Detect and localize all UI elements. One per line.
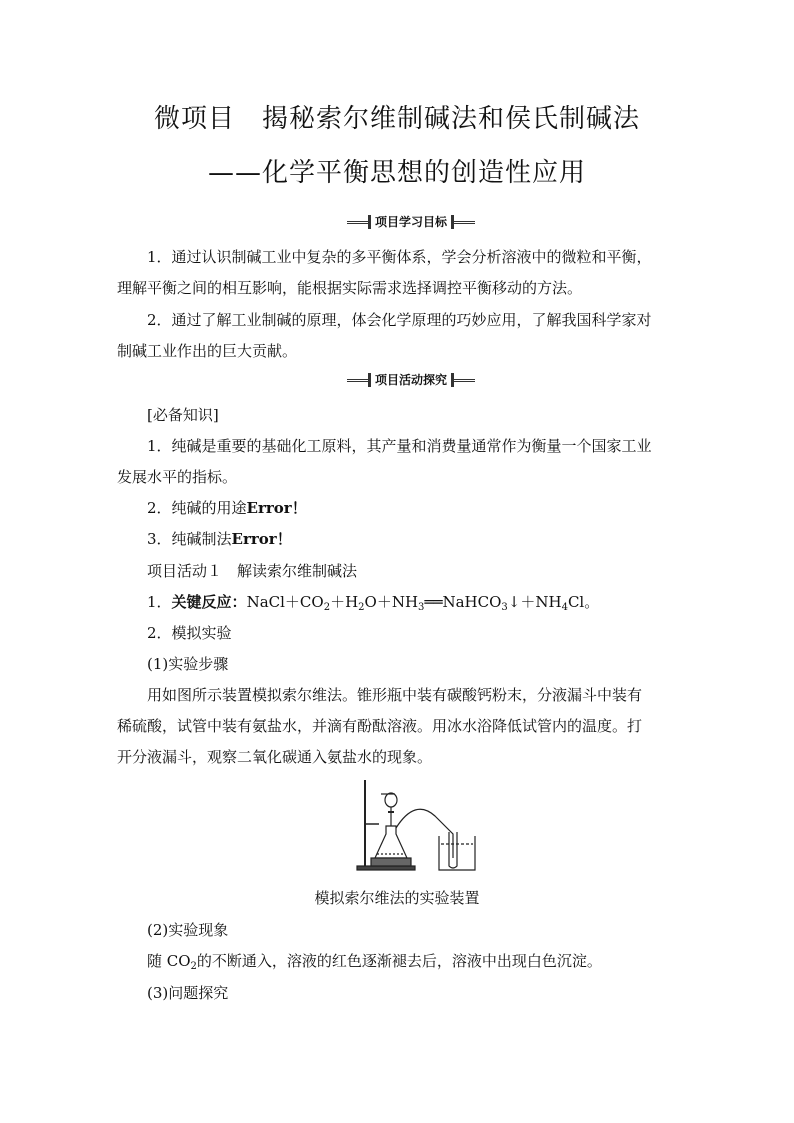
knowledge-3	[147, 529, 717, 549]
section-banner-goals	[347, 215, 475, 229]
reaction-line	[147, 592, 717, 618]
separatory-funnel	[385, 793, 397, 807]
heater-block	[371, 858, 411, 866]
knowledge-heading: [必备知识]	[147, 406, 219, 424]
section-banner-activity	[347, 373, 475, 387]
step-paragraph-line-3: 开分液漏斗，观察二氧化碳通入氨盐水的现象。	[117, 748, 433, 766]
delivery-tube	[396, 809, 453, 858]
title-line-2: ——化学平衡思想的创造性应用	[207, 158, 586, 188]
phenomenon-sub: 2	[190, 961, 197, 972]
knowledge-2-error: Error！	[246, 499, 307, 517]
goal-2-line-2: 制碱工业作出的巨大贡献。	[117, 342, 298, 360]
step-paragraph-line-1: 用如图所示装置模拟索尔维法。锥形瓶中装有碳酸钙粉末，分液漏斗中装有	[147, 686, 643, 704]
knowledge-3-error: Error！	[231, 530, 292, 548]
activity-1-heading: 项目活动１ 解读索尔维制碱法	[147, 562, 358, 580]
reaction-label: 关键反应：	[171, 593, 247, 611]
goal-2-line-1: 2．通过了解工业制碱的原理，体会化学原理的巧妙应用，了解我国科学家对	[147, 311, 652, 329]
phenomenon-heading: (2)实验现象	[147, 921, 229, 939]
phenomenon-text	[147, 951, 717, 977]
apparatus-figure	[355, 778, 485, 878]
step-heading: (1)实验步骤	[147, 655, 229, 673]
banner-label: 项目活动探究	[368, 373, 454, 387]
simulation-heading: 2．模拟实验	[147, 624, 232, 642]
knowledge-3-text: 3．纯碱制法	[147, 530, 232, 548]
phenomenon-post: 的不断通入，溶液的红色逐渐褪去后，溶液中出现白色沉淀。	[196, 952, 602, 970]
knowledge-1-line-1: 1．纯碱是重要的基础化工原料，其产量和消费量通常作为衡量一个国家工业	[147, 437, 652, 455]
title-line-1: 微项目 揭秘索尔维制碱法和侯氏制碱法	[153, 104, 640, 134]
reaction-prefix: 1．	[147, 593, 172, 611]
reaction-equation: $NaCl+CO_2+H_2O+NH_3══NaHCO_3↓+NH_4Cl$。	[246, 593, 600, 613]
banner-label: 项目学习目标	[368, 215, 454, 229]
conical-flask	[375, 826, 407, 858]
step-paragraph-line-2: 稀硫酸，试管中装有氨盐水，并滴有酚酞溶液。用冰水浴降低试管内的温度。打	[117, 717, 643, 735]
goal-1-line-1: 1．通过认识制碱工业中复杂的多平衡体系，学会分析溶液中的微粒和平衡，	[147, 248, 652, 266]
knowledge-2-text: 2．纯碱的用途	[147, 499, 247, 517]
knowledge-1-line-2: 发展水平的指标。	[117, 468, 238, 486]
phenomenon-pre: 随 CO	[147, 952, 191, 970]
question-heading: (3)问题探究	[147, 984, 229, 1002]
figure-caption: 模拟索尔维法的实验装置	[314, 889, 480, 907]
goal-1-line-2: 理解平衡之间的相互影响，能根据实际需求选择调控平衡移动的方法。	[117, 279, 583, 297]
knowledge-2	[147, 498, 717, 518]
